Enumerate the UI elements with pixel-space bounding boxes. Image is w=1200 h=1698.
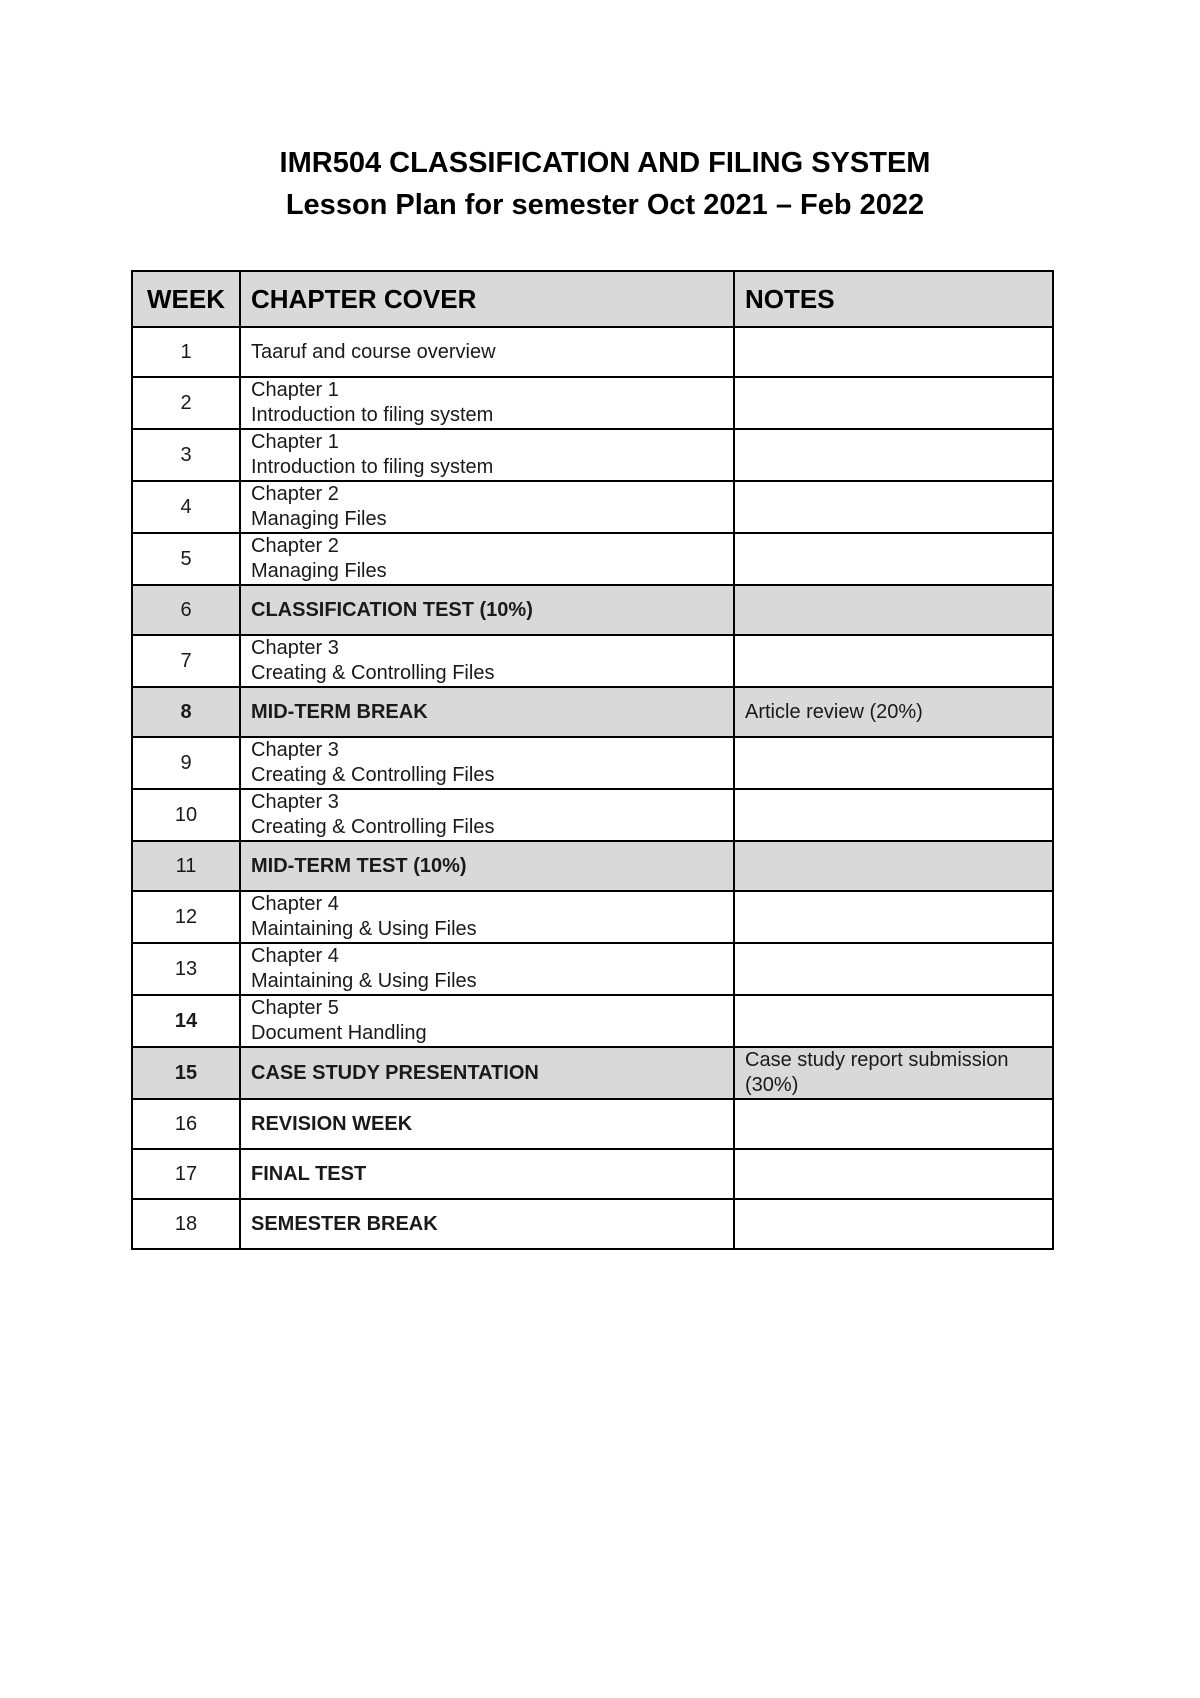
chapter-line-1: Taaruf and course overview [251,340,496,363]
chapter-cell [240,1047,734,1099]
chapter-line-2: Creating & Controlling Files [251,816,495,838]
chapter-line-1: CASE STUDY PRESENTATION [251,1061,539,1084]
week-cell: 16 [132,1099,240,1149]
week-cell: 13 [132,943,240,995]
week-cell: 14 [132,995,240,1047]
page-title: IMR504 CLASSIFICATION AND FILING SYSTEM [279,147,931,179]
chapter-line-2: Maintaining & Using Files [251,970,477,992]
table-row [132,481,1053,533]
chapter-cell [240,327,734,377]
table-row [132,1149,1053,1199]
week-cell: 12 [132,891,240,943]
chapter-line-1: REVISION WEEK [251,1112,413,1135]
table-row [132,635,1053,687]
chapter-line-1: Chapter 1 [251,431,339,453]
week-cell: 9 [132,737,240,789]
chapter-line-2: Creating & Controlling Files [251,764,495,786]
week-cell: 2 [132,377,240,429]
chapter-cell [240,1199,734,1249]
notes-cell [734,635,1053,687]
notes-cell [734,891,1053,943]
week-cell: 4 [132,481,240,533]
chapter-line-2: Creating & Controlling Files [251,662,495,684]
chapter-line-1: MID-TERM BREAK [251,700,428,723]
notes-cell: Case study report submission (30%) [734,1047,1053,1099]
table-row [132,429,1053,481]
week-cell: 15 [132,1047,240,1099]
table-row [132,1047,1053,1099]
chapter-line-1: Chapter 3 [251,637,339,659]
table-row [132,737,1053,789]
chapter-line-1: Chapter 4 [251,893,339,915]
chapter-cell [240,635,734,687]
chapter-line-1: FINAL TEST [251,1162,367,1185]
table-row [132,891,1053,943]
chapter-cell [240,429,734,481]
table-body [132,327,1053,1249]
chapter-line-1: Chapter 2 [251,535,339,557]
chapter-line-1: Chapter 3 [251,739,339,761]
notes-cell [734,943,1053,995]
chapter-cell [240,841,734,891]
chapter-cell [240,891,734,943]
chapter-cell [240,377,734,429]
notes-cell [734,995,1053,1047]
week-cell: 8 [132,687,240,737]
chapter-line-2: Managing Files [251,560,387,582]
week-cell: 11 [132,841,240,891]
chapter-line-1: SEMESTER BREAK [251,1212,438,1235]
notes-cell [734,1099,1053,1149]
table-row [132,687,1053,737]
table-row [132,533,1053,585]
lesson-plan-table [131,270,1054,1250]
chapter-cell [240,481,734,533]
table-row [132,1199,1053,1249]
header-notes: NOTES [734,271,1053,327]
table-row [132,841,1053,891]
chapter-line-1: Chapter 3 [251,791,339,813]
table-row [132,789,1053,841]
header-chapter-cover: CHAPTER COVER [240,271,734,327]
header-week: WEEK [132,271,240,327]
week-cell: 3 [132,429,240,481]
notes-cell [734,789,1053,841]
chapter-line-2: Introduction to filing system [251,456,494,478]
chapter-line-2: Maintaining & Using Files [251,918,477,940]
notes-cell [734,327,1053,377]
week-cell: 5 [132,533,240,585]
chapter-line-1: Chapter 2 [251,483,339,505]
notes-cell [734,533,1053,585]
chapter-line-1: Chapter 1 [251,379,339,401]
notes-cell [734,429,1053,481]
chapter-cell [240,1099,734,1149]
chapter-line-1: Chapter 4 [251,945,339,967]
table-row [132,995,1053,1047]
chapter-cell [240,943,734,995]
chapter-line-2: Managing Files [251,508,387,530]
week-cell: 7 [132,635,240,687]
table-row [132,585,1053,635]
table-row [132,327,1053,377]
week-cell: 17 [132,1149,240,1199]
chapter-cell [240,585,734,635]
page-subtitle: Lesson Plan for semester Oct 2021 – Feb 2022 [285,189,925,221]
notes-cell [734,481,1053,533]
week-cell: 6 [132,585,240,635]
table-header-row [132,271,1053,327]
chapter-line-2: Document Handling [251,1022,427,1044]
week-cell: 1 [132,327,240,377]
table-row [132,943,1053,995]
chapter-cell [240,533,734,585]
chapter-cell [240,1149,734,1199]
chapter-cell [240,737,734,789]
table-row [132,377,1053,429]
notes-cell [734,585,1053,635]
week-cell: 10 [132,789,240,841]
table-row [132,1099,1053,1149]
notes-cell [734,737,1053,789]
chapter-cell [240,789,734,841]
notes-cell [734,377,1053,429]
chapter-line-1: Chapter 5 [251,997,339,1019]
chapter-line-1: MID-TERM TEST (10%) [251,854,467,877]
chapter-cell [240,687,734,737]
notes-cell [734,841,1053,891]
notes-cell [734,1149,1053,1199]
week-cell: 18 [132,1199,240,1249]
notes-cell [734,1199,1053,1249]
chapter-line-2: Introduction to filing system [251,404,494,426]
chapter-line-1: CLASSIFICATION TEST (10%) [251,598,533,621]
notes-cell: Article review (20%) [734,687,1053,737]
chapter-cell [240,995,734,1047]
